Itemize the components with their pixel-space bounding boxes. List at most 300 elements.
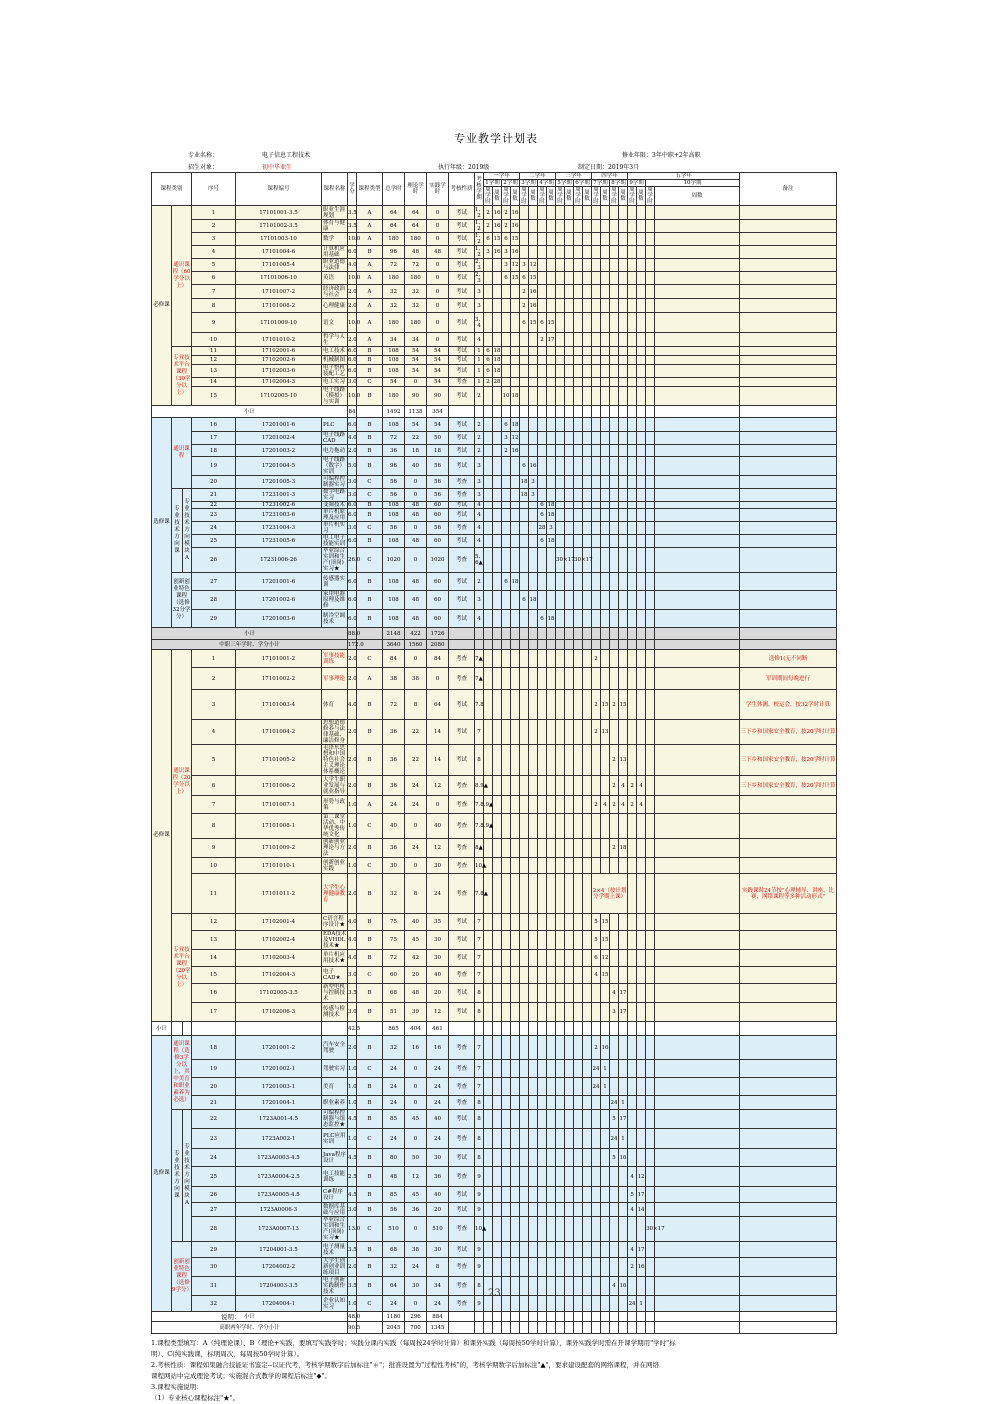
practice-hours: 0: [427, 285, 449, 299]
week-cell: [520, 720, 529, 745]
target-value: 初中毕业生: [262, 164, 293, 171]
week-cell: [538, 874, 547, 914]
week-cell: 16: [493, 206, 502, 220]
week-cell: [628, 650, 637, 668]
table-cell: [502, 628, 511, 640]
week-cell: [511, 690, 520, 720]
seq: 20: [192, 1078, 236, 1096]
total-hours: 36: [383, 745, 405, 776]
header-term: 1学期: [485, 180, 500, 186]
week-cell: [619, 299, 628, 313]
seq: 7: [192, 285, 236, 299]
week-cell: [583, 1096, 592, 1110]
week-cell: [601, 573, 610, 591]
exam-term: 7: [475, 1078, 484, 1096]
total-hours: 75: [383, 931, 405, 950]
credit: 26.0: [348, 548, 357, 573]
course-code: 1723A002-1: [236, 1129, 322, 1149]
seq: 6: [192, 272, 236, 285]
table-row: [152, 1242, 837, 1258]
course-name: 心理健康: [322, 299, 348, 313]
week-cell: [565, 650, 574, 668]
week-cell: [556, 690, 565, 720]
week-cell: [610, 1036, 619, 1060]
week-cell: [628, 874, 637, 914]
exam-nature: 考查: [449, 796, 475, 814]
header-sub: 周数: [511, 187, 520, 206]
week-cell: [574, 1296, 583, 1312]
week-cell: [628, 984, 637, 1003]
course-code: 17231002-6: [236, 502, 322, 509]
week-cell: [502, 967, 511, 984]
theory-hours: 18: [405, 445, 427, 457]
week-cell: [646, 610, 655, 628]
week-cell: [547, 1242, 556, 1258]
week-cell: [646, 418, 655, 432]
week-cell: [619, 522, 628, 535]
theory-hours: 0: [405, 522, 427, 535]
practice-hours: 40: [427, 814, 449, 839]
week-cell: [493, 950, 502, 967]
table-cell: [565, 1322, 574, 1334]
week-cell: [538, 650, 547, 668]
week-cell: [547, 950, 556, 967]
week-cell: [601, 1149, 610, 1167]
theory-hours: 38: [405, 1242, 427, 1258]
week-cell: [601, 650, 610, 668]
table-cell: [583, 628, 592, 640]
week-cell: [538, 457, 547, 476]
course-type: C: [357, 967, 383, 984]
practice-hours: 30: [427, 1242, 449, 1258]
week-cell: [565, 690, 574, 720]
week-cell: [511, 1217, 520, 1242]
theory-hours: 34: [405, 333, 427, 347]
week-cell: [565, 1258, 574, 1277]
week-cell: [493, 650, 502, 668]
week-cell: [655, 668, 740, 690]
week-cell: [610, 272, 619, 285]
week-cell: [556, 259, 565, 272]
week-cell: 18: [511, 418, 520, 432]
exam-term: 7▲: [475, 668, 484, 690]
seq: 2: [192, 220, 236, 233]
week-cell: [520, 356, 529, 365]
week-cell: [520, 1203, 529, 1217]
remark: [740, 1167, 837, 1187]
week-cell: [628, 610, 637, 628]
week-cell: [655, 839, 740, 858]
course-code: 17101003-4: [236, 690, 322, 720]
practice-hours: 24: [427, 1078, 449, 1096]
week-cell: [484, 272, 493, 285]
course-code: 17231005-6: [236, 535, 322, 548]
week-cell: [655, 1296, 740, 1312]
week-cell: [529, 745, 538, 776]
week-cell: [610, 650, 619, 668]
table-row: [152, 509, 837, 522]
week-cell: [628, 299, 637, 313]
week-cell: 3: [502, 259, 511, 272]
week-cell: [574, 285, 583, 299]
week-cell: 12: [637, 1167, 646, 1187]
exam-nature: 考查: [449, 1060, 475, 1078]
course-code: 1723A0003-4.5: [236, 1149, 322, 1167]
remark: [740, 356, 837, 365]
week-cell: [583, 1149, 592, 1167]
week-cell: [583, 1187, 592, 1203]
week-cell: [547, 220, 556, 233]
seq: 25: [192, 1167, 236, 1187]
week-cell: [583, 745, 592, 776]
week-cell: [565, 1167, 574, 1187]
week-cell: 3: [529, 476, 538, 489]
theory-hours: 22: [405, 745, 427, 776]
week-cell: [547, 776, 556, 796]
seq: 22: [192, 502, 236, 509]
week-cell: 4: [619, 796, 628, 814]
week-cell: 15: [547, 313, 556, 333]
week-cell: [619, 502, 628, 509]
table-cell: [449, 1312, 475, 1322]
week-cell: 6: [538, 535, 547, 548]
table-cell: [646, 1022, 655, 1036]
practice-hours: 0: [427, 313, 449, 333]
week-cell: [592, 1003, 601, 1022]
subtotal-label: 中职三年学时、学分小计: [152, 640, 348, 650]
total-hours: 108: [383, 591, 405, 610]
week-cell: [583, 502, 592, 509]
week-cell: [610, 502, 619, 509]
practice-hours: 1020: [427, 548, 449, 573]
week-cell: [601, 1187, 610, 1203]
week-cell: [565, 206, 574, 220]
week-cell: [547, 1296, 556, 1312]
week-cell: [484, 984, 493, 1003]
week-cell: [592, 1096, 601, 1110]
week-cell: [628, 259, 637, 272]
week-cell: [511, 356, 520, 365]
credit: 3.5: [348, 1277, 357, 1296]
course-name: 语文: [322, 313, 348, 333]
course-type: C: [357, 378, 383, 387]
week-cell: [655, 233, 740, 246]
table-cell: [619, 628, 628, 640]
exam-term: 9: [475, 1258, 484, 1277]
header-term: 7学期: [593, 180, 608, 186]
week-cell: [556, 776, 565, 796]
week-cell: 3: [529, 489, 538, 502]
course-type: B: [357, 931, 383, 950]
exam-nature: 考试: [449, 445, 475, 457]
week-cell: [556, 1078, 565, 1096]
week-cell: [628, 356, 637, 365]
week-cell: 15: [601, 931, 610, 950]
week-cell: [538, 858, 547, 874]
theory-hours: 20: [405, 967, 427, 984]
week-cell: [538, 1060, 547, 1078]
table-row: [152, 1187, 837, 1203]
remark: [740, 489, 837, 502]
week-cell: [520, 509, 529, 522]
week-cell: [484, 535, 493, 548]
week-cell: [610, 509, 619, 522]
week-cell: [556, 720, 565, 745]
week-cell: 6: [520, 272, 529, 285]
week-cell: [592, 489, 601, 502]
exam-term: 7▲: [475, 650, 484, 668]
exam-term: 9: [475, 1203, 484, 1217]
table-row: [152, 914, 837, 931]
week-cell: [520, 1129, 529, 1149]
week-cell: [484, 333, 493, 347]
seq: 11: [192, 347, 236, 356]
practice-hours: 0: [427, 272, 449, 285]
week-cell: [493, 1258, 502, 1277]
week-cell: 16: [529, 299, 538, 313]
week-cell: [619, 220, 628, 233]
theory-hours: 48: [405, 502, 427, 509]
week-cell: [565, 1217, 574, 1242]
week-cell: [502, 1036, 511, 1060]
table-cell: [740, 1312, 837, 1322]
exam-term: 3、4: [475, 313, 484, 333]
week-cell: [511, 522, 520, 535]
course-name: 单片机实习: [322, 522, 348, 535]
table-cell: [502, 1312, 511, 1322]
week-cell: [646, 1110, 655, 1129]
week-cell: [574, 814, 583, 839]
week-cell: [646, 509, 655, 522]
week-cell: [619, 1296, 628, 1312]
exam-nature: 考试: [449, 347, 475, 356]
week-cell: [565, 1203, 574, 1217]
week-cell: [583, 1060, 592, 1078]
seq: 14: [192, 378, 236, 387]
week-cell: [529, 1242, 538, 1258]
header-sub: 周学时: [575, 187, 581, 205]
exam-nature: 考查: [449, 1129, 475, 1149]
week-cell: [619, 347, 628, 356]
week-cell: [610, 333, 619, 347]
course-type: A: [357, 796, 383, 814]
seq: 18: [192, 445, 236, 457]
table-row: [152, 814, 837, 839]
week-cell: 18: [493, 348, 501, 354]
subtotal-row: [152, 1312, 837, 1322]
week-cell: [646, 299, 655, 313]
week-cell: [565, 509, 574, 522]
exam-term: 1、2: [475, 246, 484, 258]
practice-hours: 84: [427, 650, 449, 668]
practice-hours: 54: [427, 347, 449, 356]
week-cell: [601, 1203, 610, 1217]
course-code: 17102005-10: [236, 387, 322, 406]
seq: 21: [192, 1096, 236, 1110]
header-credit: 学分: [348, 173, 357, 206]
theory-hours: 8: [405, 874, 427, 914]
course-code: 17201001-2: [236, 1036, 322, 1060]
week-cell: [637, 690, 646, 720]
table-cell: [628, 628, 637, 640]
week-cell: [601, 839, 610, 858]
week-cell: [547, 720, 556, 745]
week-cell: [610, 220, 619, 233]
theory-hours: 64: [405, 206, 427, 220]
week-cell: [583, 1036, 592, 1060]
week-cell: [511, 931, 520, 950]
table-cell: [592, 640, 601, 650]
remark: [740, 1060, 837, 1078]
table-cell: [592, 1312, 601, 1322]
category-elective: 选修课: [152, 418, 172, 628]
table-cell: [740, 406, 837, 418]
table-cell: [556, 1022, 565, 1036]
week-cell: [628, 365, 637, 378]
credit: 1.0: [348, 858, 357, 874]
week-cell: [538, 378, 547, 387]
week-cell: [628, 333, 637, 347]
seq: 10: [192, 858, 236, 874]
week-cell: [547, 668, 556, 690]
week-cell: [484, 522, 493, 535]
table-cell: [637, 1312, 646, 1322]
week-cell: [556, 356, 565, 365]
header-term: 4学期: [539, 180, 554, 186]
week-cell: [565, 356, 574, 365]
week-cell: [565, 591, 574, 610]
course-name: 军事理论: [322, 668, 348, 690]
week-cell: [610, 1167, 619, 1187]
credit: 2.0: [348, 285, 357, 299]
week-cell: [538, 1096, 547, 1110]
week-cell: [484, 950, 493, 967]
remark: [740, 457, 837, 476]
week-cell: [529, 548, 538, 573]
credit: 2.0: [348, 720, 357, 745]
seq: 27: [192, 573, 236, 591]
week-cell: [493, 745, 502, 776]
week-cell: [547, 874, 556, 914]
credit: 3.0: [348, 476, 357, 489]
week-cell: [565, 1078, 574, 1096]
exam-term: 7.8▲: [475, 874, 484, 914]
credit: 3.0: [348, 967, 357, 984]
credit: 6.0: [348, 246, 357, 259]
week-cell: 17: [637, 1187, 646, 1203]
week-cell: 1: [637, 1296, 646, 1312]
week-cell: [520, 387, 529, 406]
table-row: [152, 839, 837, 858]
week-cell: [565, 259, 574, 272]
total-hours: 85: [383, 1187, 405, 1203]
total-hours: 96: [383, 246, 405, 259]
week-cell: [619, 650, 628, 668]
week-cell: 15: [529, 272, 538, 285]
week-cell: [583, 535, 592, 548]
week-cell: 16: [511, 206, 520, 220]
table-cell: [520, 640, 529, 650]
week-cell: [583, 1129, 592, 1149]
group-platform-2: 专业技术平台课程（20学分以上）: [172, 914, 192, 1022]
week-cell: [502, 984, 511, 1003]
week-cell: [556, 984, 565, 1003]
exam-nature: 考查: [449, 522, 475, 535]
course-code: 17101005-4: [236, 259, 322, 272]
week-cell: [565, 1110, 574, 1129]
total-hours: 96: [383, 457, 405, 476]
course-name: 数据库基础与应用: [322, 1203, 348, 1217]
course-type: B: [357, 1036, 383, 1060]
week-cell: [619, 272, 628, 285]
week-cell: [619, 1258, 628, 1277]
practice-hours: 14: [427, 745, 449, 776]
course-name: Java程序设计: [322, 1149, 348, 1167]
week-cell: [529, 874, 538, 914]
week-cell: [565, 246, 574, 259]
course-type: B: [357, 984, 383, 1003]
week-cell: [610, 591, 619, 610]
week-cell: [484, 1242, 493, 1258]
theory-hours: 54: [405, 347, 427, 356]
remark: [740, 418, 837, 432]
week-cell: [547, 967, 556, 984]
week-cell: [565, 347, 574, 356]
exam-term: 2: [475, 445, 484, 457]
week-cell: [583, 445, 592, 457]
week-cell: [646, 356, 655, 365]
week-cell: [574, 858, 583, 874]
week-cell: [556, 1167, 565, 1187]
practice-hours: 24: [427, 1096, 449, 1110]
week-cell: [556, 418, 565, 432]
week-cell: [547, 1078, 556, 1096]
week-cell: [655, 1242, 740, 1258]
week-cell: [538, 668, 547, 690]
credit: 4.0: [348, 931, 357, 950]
week-cell: [610, 387, 619, 406]
subtotal-practice: 461: [427, 1022, 449, 1036]
week-cell: [601, 347, 610, 356]
remark: [740, 1149, 837, 1167]
week-cell: [646, 259, 655, 272]
week-cell: [628, 1060, 637, 1078]
course-name: 电子测量技术: [322, 1242, 348, 1258]
week-cell: [574, 931, 583, 950]
table-row: [152, 356, 837, 365]
week-cell: [646, 313, 655, 333]
week-cell: [583, 931, 592, 950]
practice-hours: 40: [427, 1110, 449, 1129]
week-cell: [547, 1217, 556, 1242]
subtotal-label: 小计: [152, 1312, 348, 1322]
week-cell: [655, 591, 740, 610]
practice-hours: 60: [427, 591, 449, 610]
header-type: 课程类别: [152, 173, 192, 206]
table-cell: [484, 1022, 493, 1036]
practice-hours: 90: [427, 387, 449, 406]
week-cell: [484, 489, 493, 502]
week-cell: [529, 1296, 538, 1312]
table-cell: [547, 1022, 556, 1036]
credit: 6.0: [348, 610, 357, 628]
remark: 军训期间每晚进行: [740, 668, 837, 690]
week-cell: [565, 1003, 574, 1022]
credit: 1.0: [348, 1078, 357, 1096]
remark: [740, 233, 837, 246]
week-cell: [484, 839, 493, 858]
week-cell: [556, 333, 565, 347]
